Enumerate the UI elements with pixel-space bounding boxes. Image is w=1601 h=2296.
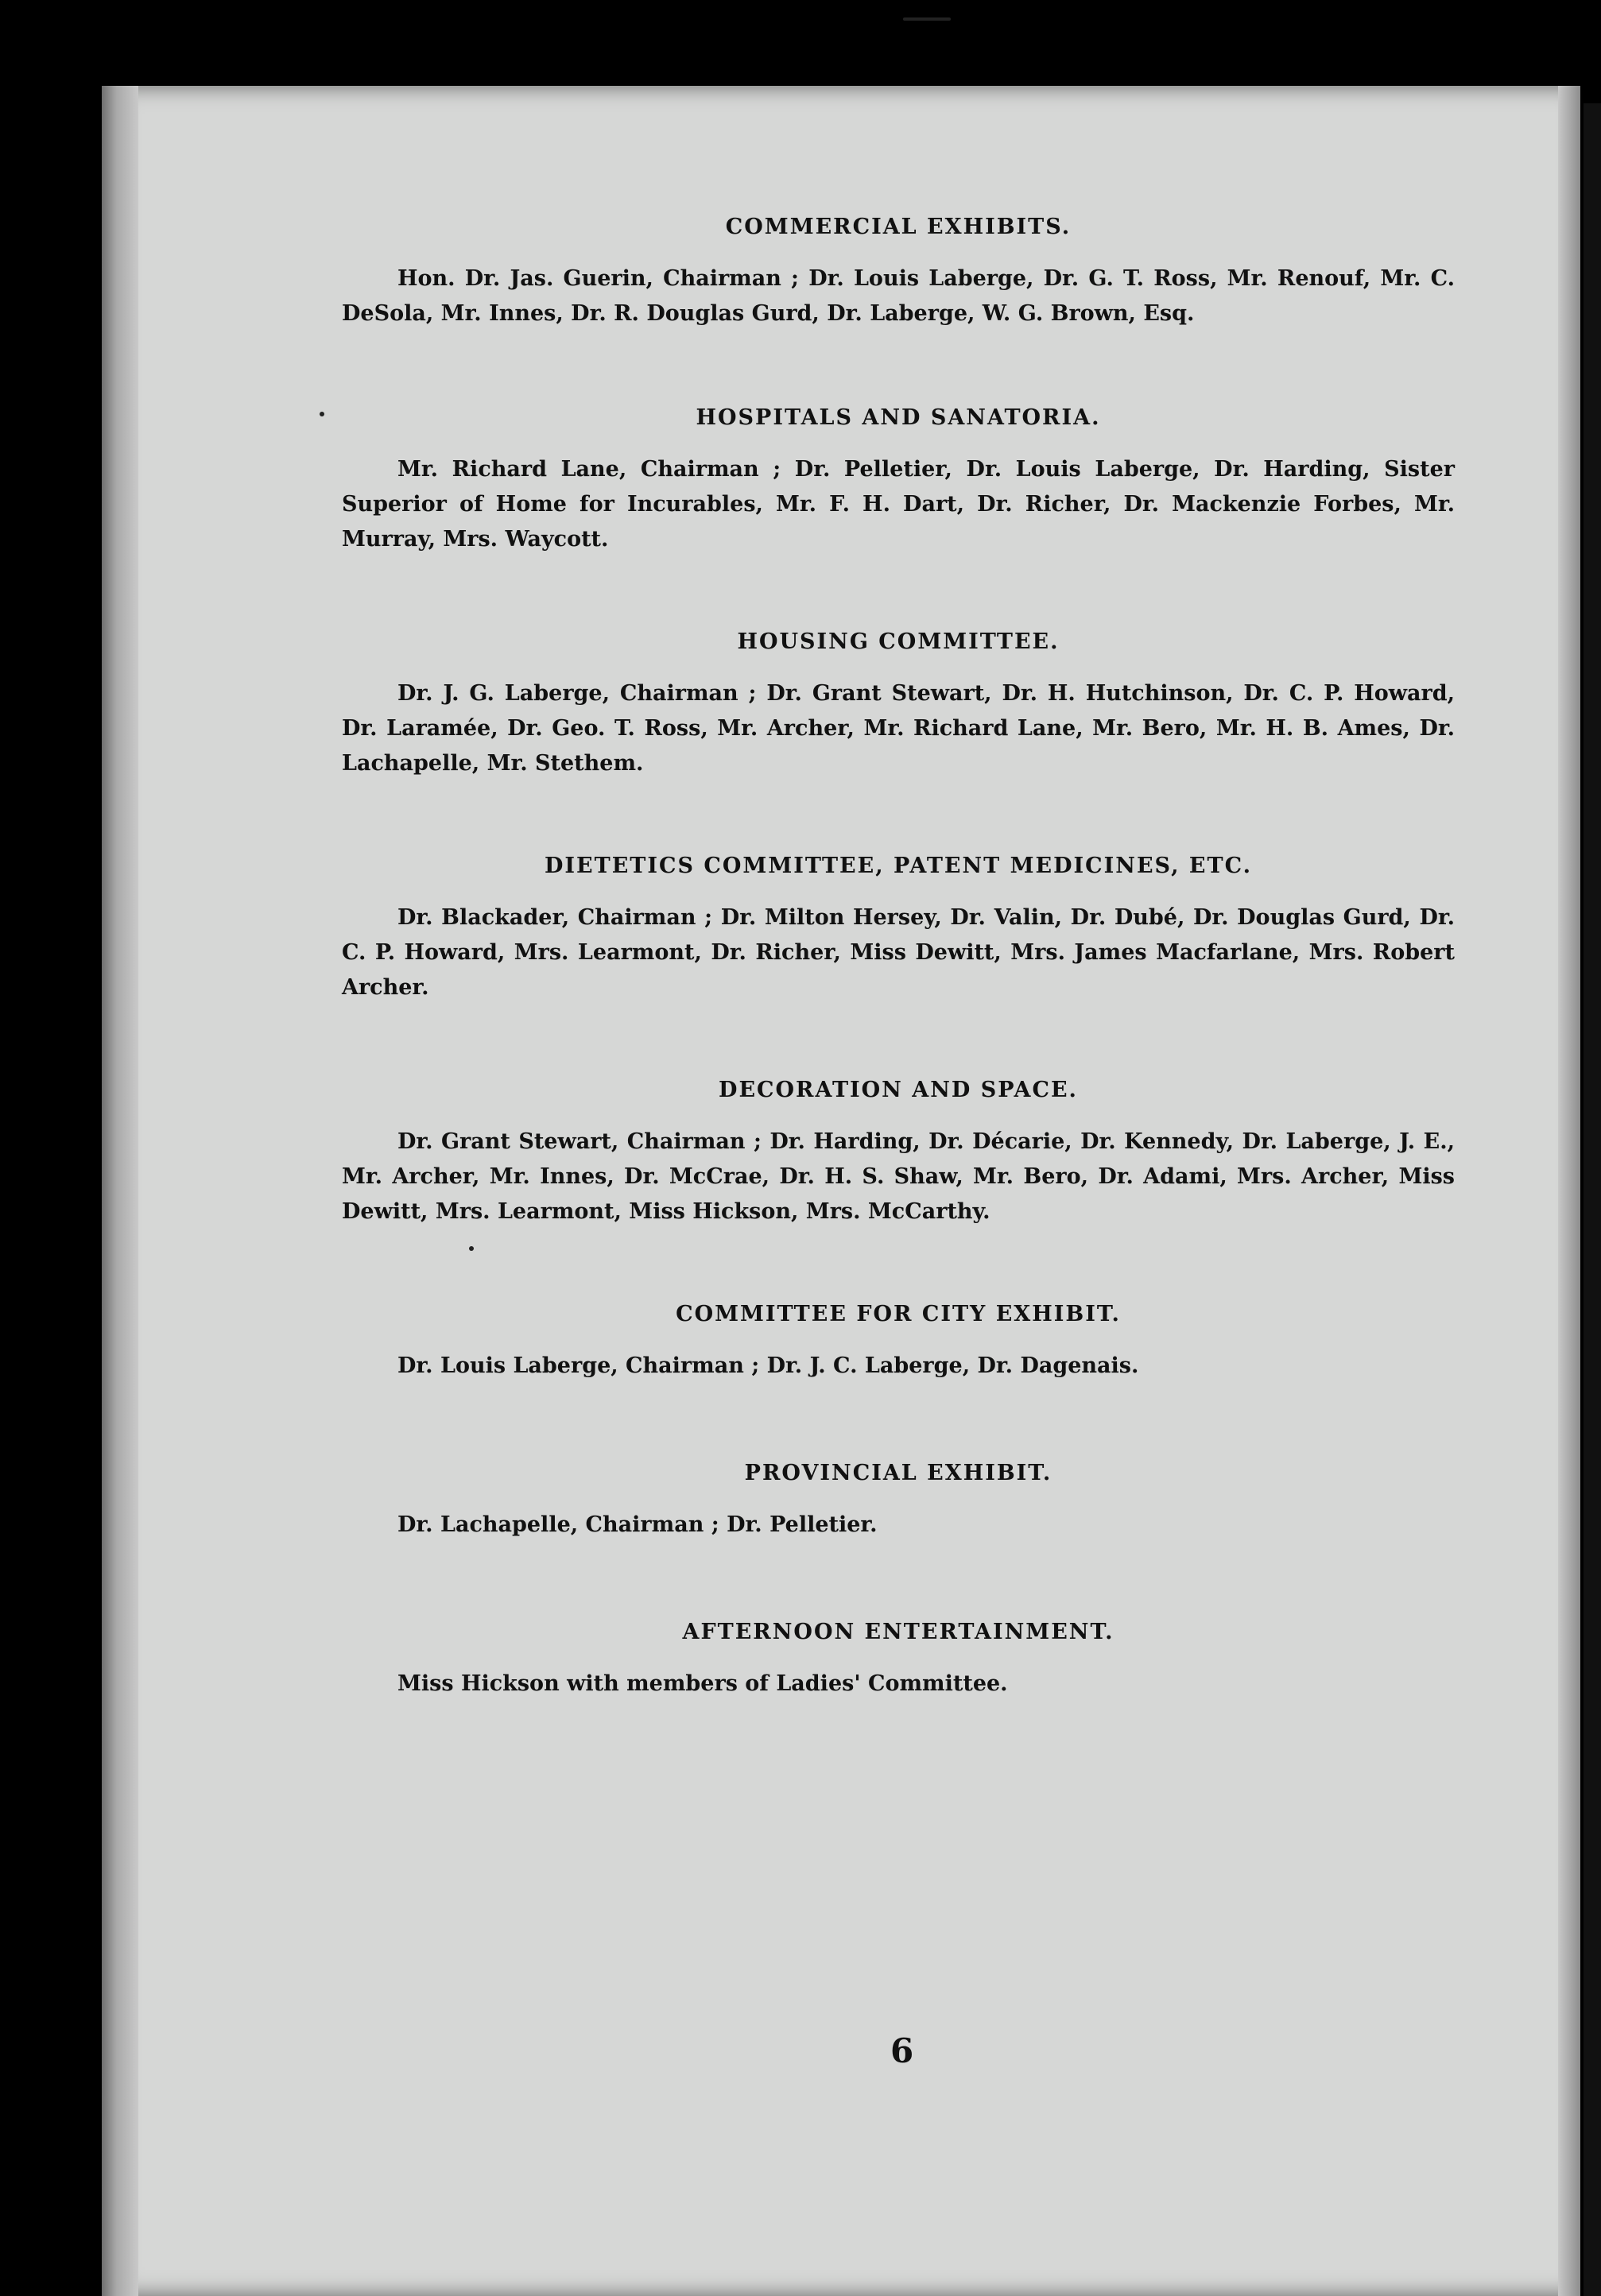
section-members: Dr. Grant Stewart, Chairman ; Dr. Harding, Dr. Décarie, Dr. Kennedy, Dr. Laberge, J. E., Mr. Archer, Mr. Innes, Dr. McCrae, Dr. H. S. Shaw, Mr. Bero, Dr. Adami, Mrs. Archer, Miss Dewitt, Mrs. Learmont, Miss Hickson, Mrs. McCarthy. bbox=[342, 1129, 1455, 1224]
page-right-edge bbox=[1558, 86, 1580, 2296]
section-hospitals-sanatoria bbox=[342, 405, 1455, 557]
section-heading: HOSPITALS AND SANATORIA. bbox=[696, 405, 1101, 430]
adjacent-page-edge bbox=[1584, 103, 1601, 2296]
section-dietetics-committee bbox=[342, 854, 1455, 1005]
section-commercial-exhibits bbox=[342, 215, 1455, 331]
scan-artifact bbox=[320, 412, 324, 416]
section-housing-committee bbox=[342, 629, 1455, 781]
section-members: Miss Hickson with members of Ladies' Committee. bbox=[397, 1671, 1008, 1696]
section-provincial-exhibit bbox=[342, 1461, 1455, 1543]
section-members: Dr. J. G. Laberge, Chairman ; Dr. Grant Stewart, Dr. H. Hutchinson, Dr. C. P. Howard, Dr. Laramée, Dr. Geo. T. Ross, Mr. Archer, Mr. Richard Lane, Mr. Bero, Mr. H. B. Ames, Dr. Lachapelle, Mr. Stethem. bbox=[342, 681, 1455, 776]
scan-artifact bbox=[903, 17, 951, 21]
section-decoration-space bbox=[342, 1078, 1455, 1229]
section-heading: COMMERCIAL EXHIBITS. bbox=[725, 215, 1072, 239]
section-members: Dr. Louis Laberge, Chairman ; Dr. J. C. Laberge, Dr. Dagenais. bbox=[397, 1353, 1139, 1378]
section-members: Hon. Dr. Jas. Guerin, Chairman ; Dr. Louis Laberge, Dr. G. T. Ross, Mr. Renouf, Mr. C. DeSola, Mr. Innes, Dr. R. Douglas Gurd, Dr. Laberge, W. G. Brown, Esq. bbox=[342, 266, 1455, 326]
section-members: Dr. Blackader, Chairman ; Dr. Milton Hersey, Dr. Valin, Dr. Dubé, Dr. Douglas Gurd, Dr. C. P. Howard, Mrs. Learmont, Dr. Richer, Miss Dewitt, Mrs. James Macfarlane, Mrs. Robert Archer. bbox=[342, 905, 1455, 1000]
page-number: 6 bbox=[890, 2031, 914, 2070]
section-members: Mr. Richard Lane, Chairman ; Dr. Pelletier, Dr. Louis Laberge, Dr. Harding, Sister Superior of Home for Incurables, Mr. F. H. Dart, Dr. Richer, Dr. Mackenzie Forbes, Mr. Murray, Mrs. Waycott. bbox=[342, 457, 1455, 552]
section-heading: DIETETICS COMMITTEE, PATENT MEDICINES, ETC. bbox=[545, 854, 1252, 878]
section-heading: COMMITTEE FOR CITY EXHIBIT. bbox=[676, 1302, 1121, 1326]
scan-artifact bbox=[469, 1246, 474, 1251]
page-binding-edge bbox=[102, 86, 138, 2296]
section-heading: PROVINCIAL EXHIBIT. bbox=[744, 1461, 1052, 1485]
section-heading: AFTERNOON ENTERTAINMENT. bbox=[682, 1620, 1114, 1644]
section-afternoon-entertainment bbox=[342, 1620, 1455, 1702]
section-heading: HOUSING COMMITTEE. bbox=[737, 629, 1060, 654]
section-members: Dr. Lachapelle, Chairman ; Dr. Pelletier. bbox=[397, 1512, 878, 1537]
section-heading: DECORATION AND SPACE. bbox=[719, 1078, 1078, 1102]
section-city-exhibit bbox=[342, 1302, 1455, 1384]
